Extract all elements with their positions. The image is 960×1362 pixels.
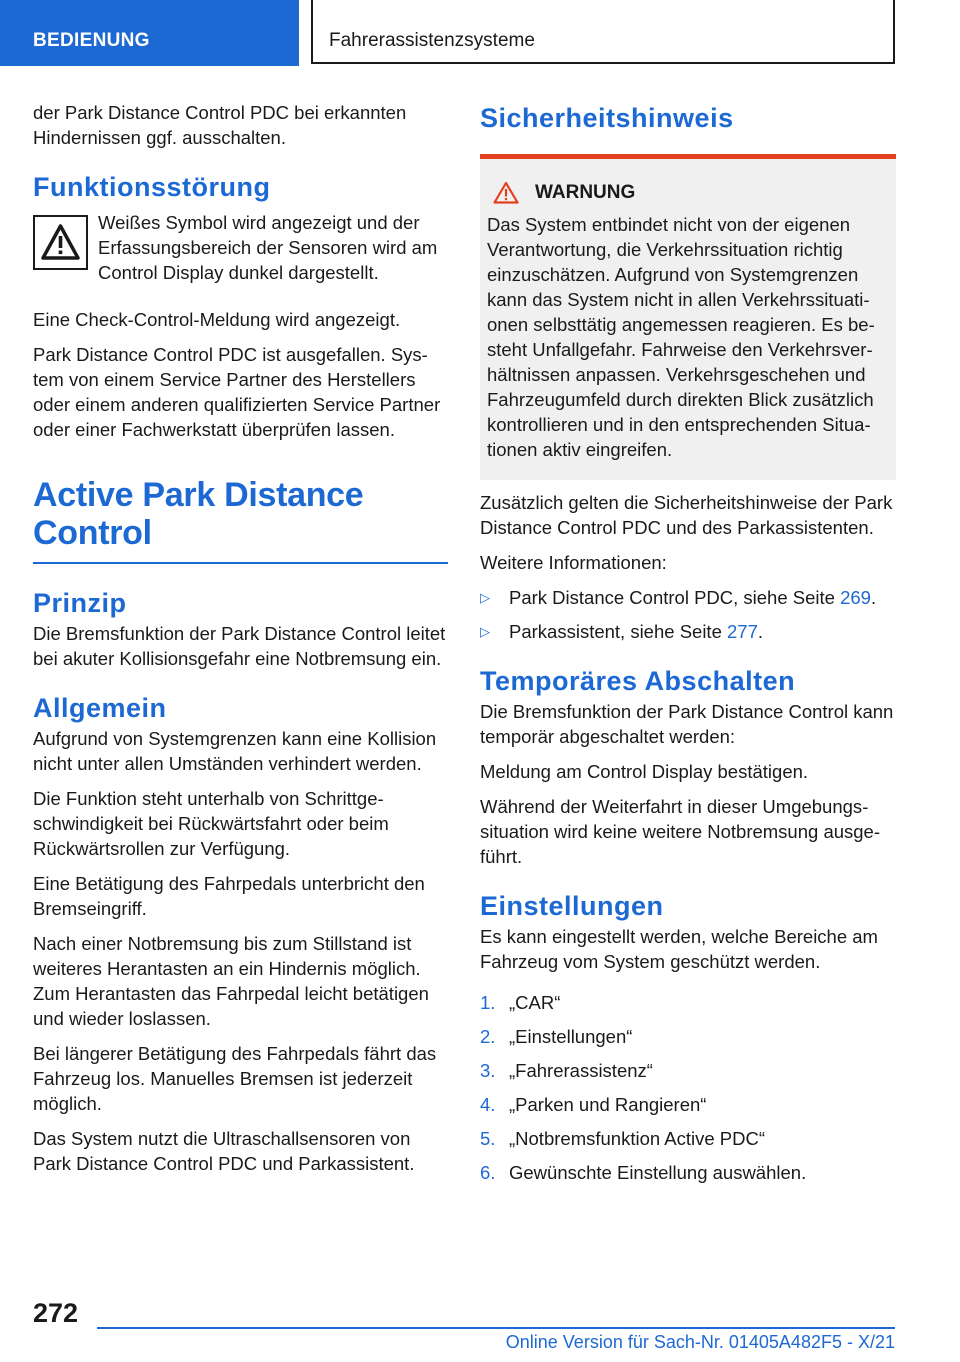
step-text: Gewünschte Einstellung auswählen.	[509, 1162, 807, 1183]
step-number: 4.	[480, 1094, 496, 1115]
safety-paragraph-1: Zusätzlich gelten die Sicherheitshinweise der Park Distance Control PDC und des Parkassistenten.	[480, 492, 893, 538]
heading-general: Allgemein	[33, 693, 167, 723]
left-column	[33, 100, 448, 1186]
header-chapter: Fahrerassistenzsysteme	[311, 0, 895, 64]
settings-paragraph: Es kann eingestellt werden, welche Bereiche am Fahrzeug vom System geschützt werden.	[480, 926, 878, 972]
warning-icon	[493, 181, 519, 204]
step-item	[480, 1024, 896, 1049]
title-rule	[33, 562, 448, 564]
temp-paragraph-3: Während der Weiterfahrt in dieser Umgebungssituation wird keine weitere Notbremsung ausgeführt.	[480, 796, 881, 867]
page-link-277[interactable]: 277	[727, 621, 758, 642]
step-text: „CAR“	[509, 992, 561, 1013]
step-number: 3.	[480, 1060, 496, 1081]
fault-paragraph-2: Park Distance Control PDC ist ausgefallen. System von einem Service Partner des Herstellers oder einem anderen qualifizierten Service Partner oder einer Fachwerkstatt überprüfen lassen.	[33, 344, 441, 440]
reference-suffix: .	[757, 621, 764, 642]
step-text: „Fahrerassistenz“	[509, 1060, 653, 1081]
warning-text: Das System entbindet nicht von der eigenen Verantwortung, die Verkehrssituation richtig einzuschätzen. Aufgrund von Systemgrenzen kann das System nicht in allen Verkehrssituationen selbsttätig angemessen reagieren. Es besteht Unfallgefahr. Fahrweise den Verkehrsverhältnissen anpassen. Verkehrsgeschehen und Fahrzeugumfeld durch direkten Blick zusätzlich kontrollieren und in den entsprechenden Situationen aktiv eingreifen.	[487, 214, 875, 460]
step-number: 2.	[480, 1026, 496, 1047]
general-paragraph-4: Nach einer Notbremsung bis zum Stillstand ist weiteres Herantasten an ein Hindernis möglich. Zum Herantasten das Fahrpedal leicht betätigen und wieder loslassen.	[33, 933, 429, 1029]
reference-item	[480, 585, 896, 610]
principle-paragraph: Die Bremsfunktion der Park Distance Control leitet bei akuter Kollisionsgefahr eine Notbremsung ein.	[33, 623, 446, 669]
page-number: 272	[33, 1298, 79, 1328]
warning-triangle-icon	[33, 215, 88, 270]
temp-paragraph-2: Meldung am Control Display bestätigen.	[480, 761, 809, 782]
heading-fault: Funktionsstörung	[33, 172, 271, 202]
fault-symbol-text: Weißes Symbol wird angezeigt und der Erfassungsbereich der Sensoren wird am Control Display dunkel dargestellt.	[98, 212, 438, 283]
step-number: 6.	[480, 1162, 496, 1183]
general-paragraph-2: Die Funktion steht unterhalb von Schrittgeschwindigkeit bei Rückwärtsfahrt oder beim Rückwärtsrollen zur Verfügung.	[33, 788, 389, 859]
heading-temporary-off: Temporäres Abschalten	[480, 666, 796, 696]
more-info-label: Weitere Informationen:	[480, 552, 667, 573]
general-paragraph-5: Bei längerer Betätigung des Fahrpedals fährt das Fahrzeug los. Manuelles Bremsen ist jederzeit möglich.	[33, 1043, 437, 1114]
fault-paragraph-1: Eine Check-Control-Meldung wird angezeigt.	[33, 309, 401, 330]
step-number: 5.	[480, 1128, 496, 1149]
main-title-line-2: Control	[33, 514, 152, 552]
step-item	[480, 1058, 896, 1083]
main-title	[33, 476, 448, 552]
intro-paragraph: der Park Distance Control PDC bei erkannten Hindernissen ggf. ausschalten.	[33, 102, 407, 148]
fault-symbol-row	[33, 213, 448, 295]
step-item	[480, 1092, 896, 1117]
footer-online-version: Online Version für Sach-Nr. 01405A482F5 - X/21	[505, 1332, 895, 1352]
step-text: „Einstellungen“	[509, 1026, 633, 1047]
reference-text: Park Distance Control PDC, siehe Seite	[509, 587, 841, 608]
right-column	[480, 100, 896, 1194]
general-paragraph-6: Das System nutzt die Ultraschallsensoren von Park Distance Control PDC und Parkassistent.	[33, 1128, 415, 1174]
heading-settings: Einstellungen	[480, 891, 664, 921]
step-text: „Parken und Rangieren“	[509, 1094, 707, 1115]
main-title-line-1: Active Park Distance	[33, 476, 364, 514]
warning-title-row	[487, 181, 888, 204]
reference-suffix: .	[870, 587, 877, 608]
step-text: „Notbremsfunktion Active PDC“	[509, 1128, 766, 1149]
step-item	[480, 990, 896, 1015]
footer-rule	[97, 1327, 895, 1329]
bullet-icon: ▷	[480, 624, 490, 639]
general-paragraph-3: Eine Betätigung des Fahrpedals unterbricht den Bremseingriff.	[33, 873, 425, 919]
step-item	[480, 1126, 896, 1151]
heading-principle: Prinzip	[33, 588, 127, 618]
general-paragraph-1: Aufgrund von Systemgrenzen kann eine Kollision nicht unter allen Umständen verhindert werden.	[33, 728, 437, 774]
heading-safety: Sicherheitshinweis	[480, 103, 734, 133]
bullet-icon: ▷	[480, 590, 490, 605]
step-item	[480, 1160, 896, 1185]
reference-list	[480, 585, 896, 644]
reference-item	[480, 619, 896, 644]
steps-list	[480, 990, 896, 1185]
reference-text: Parkassistent, siehe Seite	[509, 621, 727, 642]
step-number: 1.	[480, 992, 496, 1013]
page-link-269[interactable]: 269	[840, 587, 871, 608]
warning-box	[480, 154, 896, 480]
temp-paragraph-1: Die Bremsfunktion der Park Distance Control kann temporär abgeschaltet werden:	[480, 701, 894, 747]
header-section: BEDIENUNG	[0, 0, 299, 66]
warning-title: WARNUNG	[535, 181, 636, 203]
